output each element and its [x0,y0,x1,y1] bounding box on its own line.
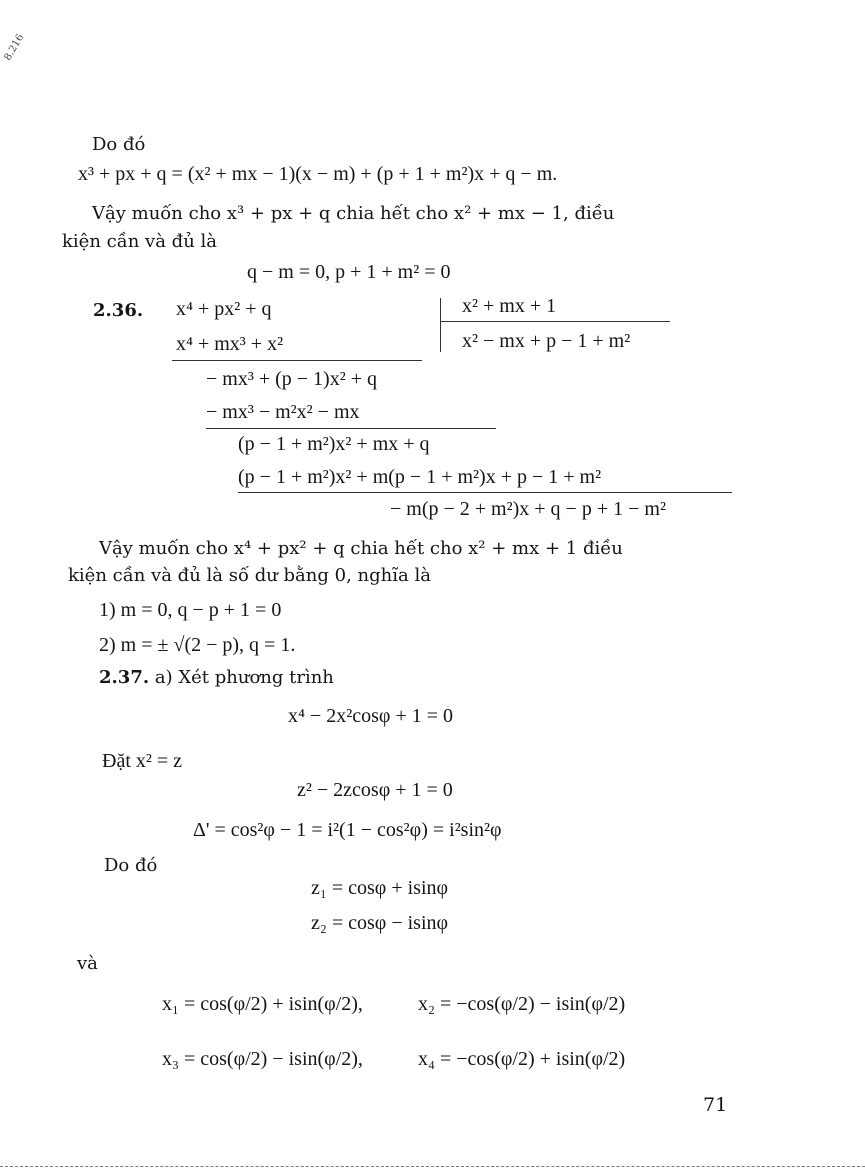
division-rule [238,492,732,493]
division-row-subtract-3: (p − 1 + m²)x² + m(p − 1 + m²)x + p − 1 + m² [238,466,602,488]
root-z1: z₁ = cosφ + isinφ [311,877,449,899]
division-row-subtract-2: − mx³ − m²x² − mx [206,401,360,423]
divisor: x² + mx + 1 [462,295,557,317]
division-rule [206,428,496,429]
division-rule [172,360,422,361]
division-final-remainder: − m(p − 2 + m²)x + q − p + 1 − m² [390,498,666,520]
divisor-bar [440,298,441,352]
page-bottom-edge [0,1166,865,1167]
problem-label-2-36: 2.36. [93,300,144,321]
substitution: Đặt x² = z [102,750,183,772]
divisor-rule [440,321,670,322]
solution-case-2: 2) m = ± √(2 − p), q = 1. [99,634,296,656]
root-x1: x₁ = cos(φ/2) + isin(φ/2), [162,993,363,1015]
equation-condition: q − m = 0, p + 1 + m² = 0 [247,261,451,283]
text-do-do: Do đó [92,134,146,155]
text-do-do-2: Do đó [104,855,158,876]
equation-discriminant: Δ' = cos²φ − 1 = i²(1 − cos²φ) = i²sin²φ [193,819,502,841]
text-va: và [77,953,98,974]
root-z2: z₂ = cosφ − isinφ [311,912,449,934]
solution-case-1: 1) m = 0, q − p + 1 = 0 [99,599,282,621]
equation-factorization: x³ + px + q = (x² + mx − 1)(x − m) + (p + 1 + m²)x + q − m. [78,163,558,185]
division-row-subtract-1: x⁴ + mx³ + x² [176,333,284,355]
quotient: x² − mx + p − 1 + m² [462,330,631,352]
page-number: 71 [703,1094,728,1116]
problem-2-37 [99,669,334,687]
paragraph-condition-line1: Vậy muốn cho x³ + px + q chia hết cho x² + mx − 1, điều [92,203,615,224]
division-row-remainder-2: (p − 1 + m²)x² + mx + q [238,433,430,455]
paragraph-condition2-line1: Vậy muốn cho x⁴ + px² + q chia hết cho x² + mx + 1 điều [99,538,623,559]
problem-2-37-text: a) Xét phương trình [154,667,334,688]
root-x2: x₂ = −cos(φ/2) − isin(φ/2) [418,993,626,1015]
dividend-row: x⁴ + px² + q [176,298,272,320]
root-x3: x₃ = cos(φ/2) − isin(φ/2), [162,1048,363,1070]
paragraph-condition2-line2: kiện cần và đủ là số dư bằng 0, nghĩa là [68,565,431,586]
equation-quadratic: z² − 2zcosφ + 1 = 0 [297,779,453,801]
division-row-remainder-1: − mx³ + (p − 1)x² + q [206,368,377,390]
root-x4: x₄ = −cos(φ/2) + isin(φ/2) [418,1048,626,1070]
margin-scan-mark: 8.216 [2,32,27,63]
paragraph-condition-line2: kiện cần và đủ là [62,231,218,252]
problem-label-2-37: 2.37. [99,667,150,688]
equation-quartic: x⁴ − 2x²cosφ + 1 = 0 [288,705,454,727]
